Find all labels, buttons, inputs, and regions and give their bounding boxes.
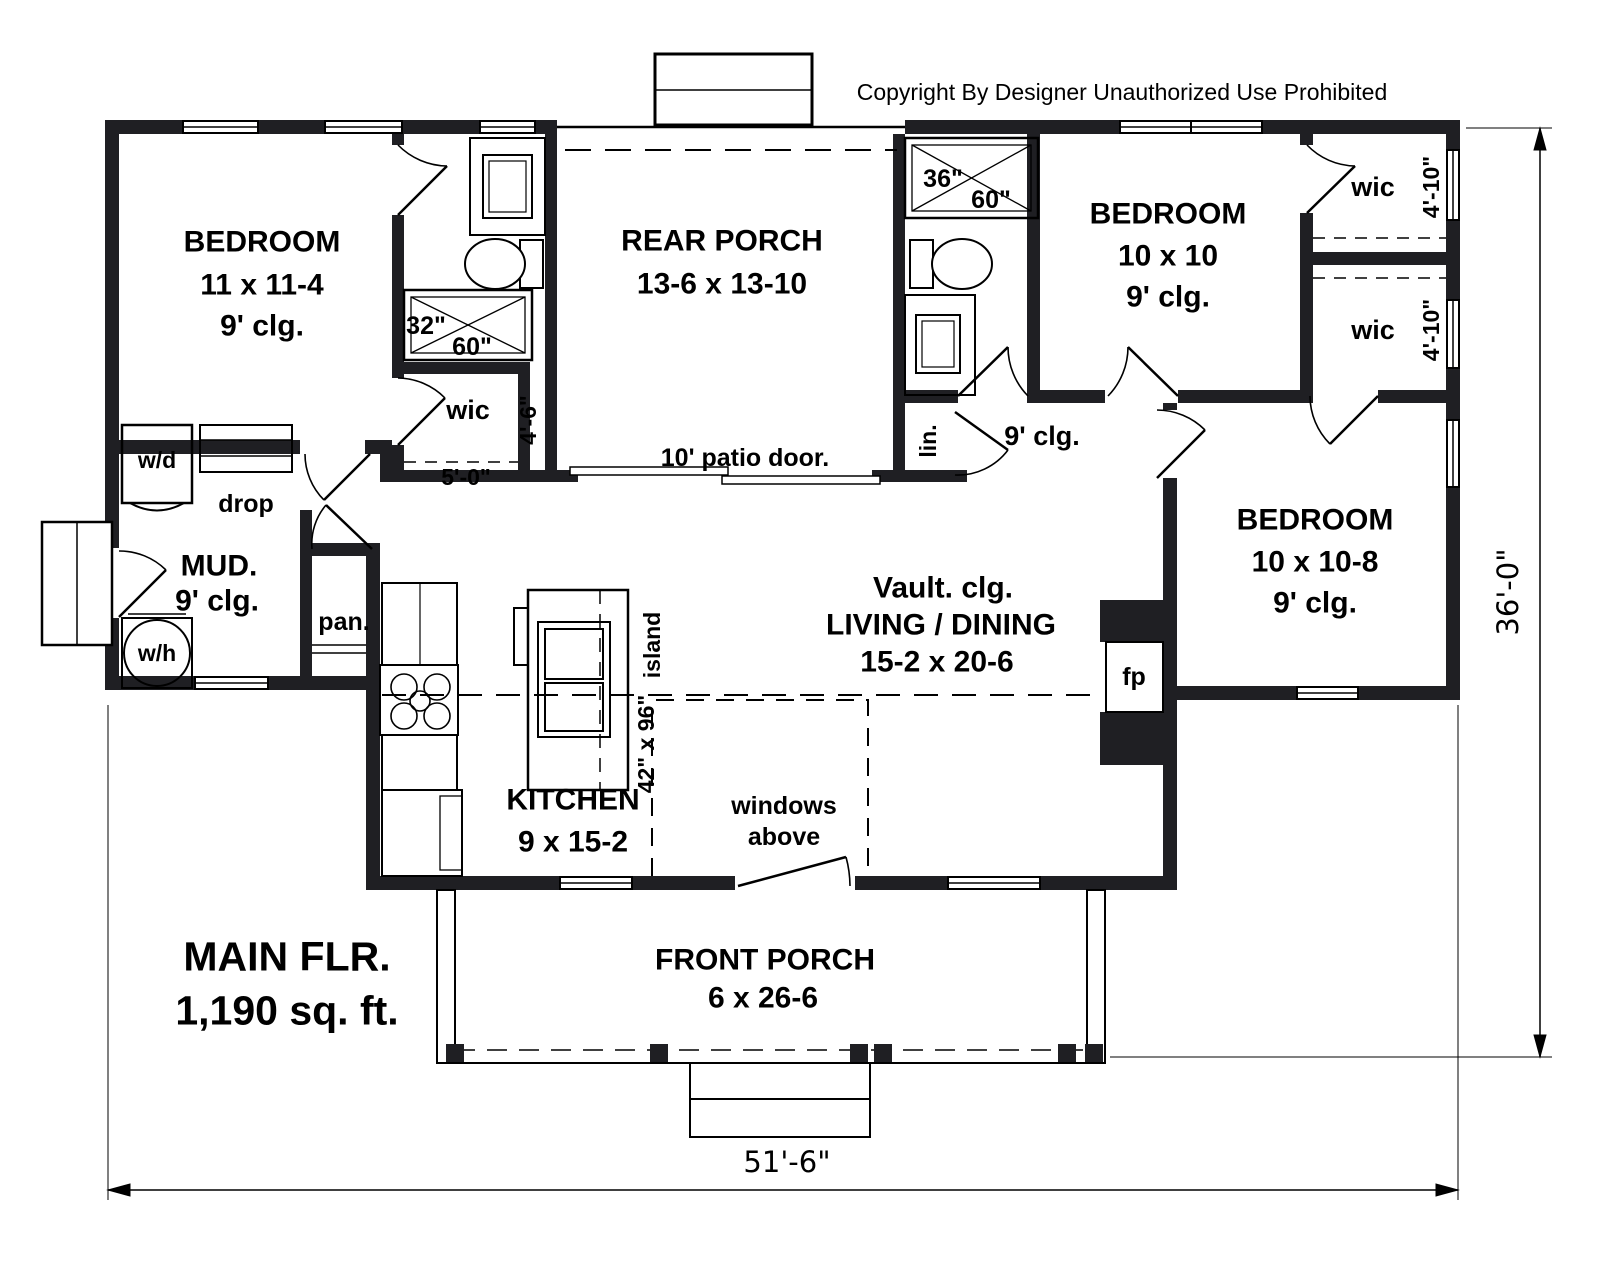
kitchen-size: 9 x 15-2	[517, 825, 629, 859]
linen-label: lin.	[914, 424, 941, 458]
washer-dryer-label: w/d	[137, 446, 177, 473]
wic1-depth-dim: 4'-6"	[514, 395, 541, 445]
floor-area: 1,190 sq. ft.	[175, 987, 399, 1034]
shower2-width: 36"	[923, 164, 963, 193]
wic3-label: wic	[1351, 314, 1395, 345]
rear-porch-name: REAR PORCH	[621, 224, 823, 258]
bedroom3-name: BEDROOM	[1236, 503, 1394, 537]
floor-label: MAIN FLR.	[183, 933, 391, 980]
bedroom3-ceiling: 9' clg.	[1273, 586, 1357, 620]
kitchen-name: KITCHEN	[506, 783, 640, 817]
wic2-label: wic	[1351, 171, 1395, 202]
overall-depth-dim: 36'-0"	[1490, 548, 1525, 636]
mud-ceiling: 9' clg.	[175, 584, 259, 618]
bedroom1-ceiling: 9' clg.	[220, 309, 304, 343]
bedroom2-size: 10 x 10	[1117, 239, 1219, 273]
wic2-depth-dim: 4'-10"	[1417, 155, 1444, 219]
living-size: 15-2 x 20-6	[860, 645, 1014, 679]
porch-step-2	[690, 1099, 870, 1137]
porch-step-1	[690, 1063, 870, 1099]
bedroom3-size: 10 x 10-8	[1251, 545, 1379, 579]
dimension-lines	[108, 128, 1552, 1200]
patio-door-label: 10' patio door.	[660, 443, 830, 472]
mud-name: MUD.	[180, 549, 258, 583]
bedroom1-name: BEDROOM	[183, 225, 341, 259]
wic1-width-dim: 5'-0"	[441, 463, 491, 490]
living-name: LIVING / DINING	[825, 608, 1057, 642]
island-size-label: 42" x 96"	[632, 694, 659, 794]
copyright-text: Copyright By Designer Unauthorized Use Prohibited	[856, 78, 1388, 105]
pantry-label: pan.	[318, 607, 370, 636]
wic1-label: wic	[446, 394, 490, 425]
fireplace-label: fp	[1122, 662, 1146, 691]
windows-above-line1: windows	[731, 791, 837, 820]
shower1-length: 60"	[452, 332, 492, 361]
island-label: island	[638, 611, 665, 679]
rear-porch-roof	[557, 54, 905, 150]
overall-width-dim: 51'-6"	[743, 1144, 831, 1179]
drop-zone-label: drop	[218, 489, 274, 518]
front-porch-size: 6 x 26-6	[707, 981, 819, 1015]
bedroom1-size: 11 x 11-4	[200, 268, 324, 302]
living-ceiling: Vault. clg.	[872, 571, 1014, 605]
water-heater-label: w/h	[137, 639, 177, 666]
windows-above-line2: above	[747, 822, 821, 851]
shower1-width: 32"	[406, 311, 446, 340]
rear-porch-size: 13-6 x 13-10	[636, 267, 808, 301]
bedroom2-ceiling: 9' clg.	[1126, 280, 1210, 314]
hall-ceiling: 9' clg.	[1004, 420, 1080, 451]
bedroom2-name: BEDROOM	[1089, 197, 1247, 231]
shower2-length: 60"	[971, 185, 1011, 214]
front-porch-name: FRONT PORCH	[655, 943, 875, 977]
wic3-depth-dim: 4'-10"	[1417, 298, 1444, 362]
